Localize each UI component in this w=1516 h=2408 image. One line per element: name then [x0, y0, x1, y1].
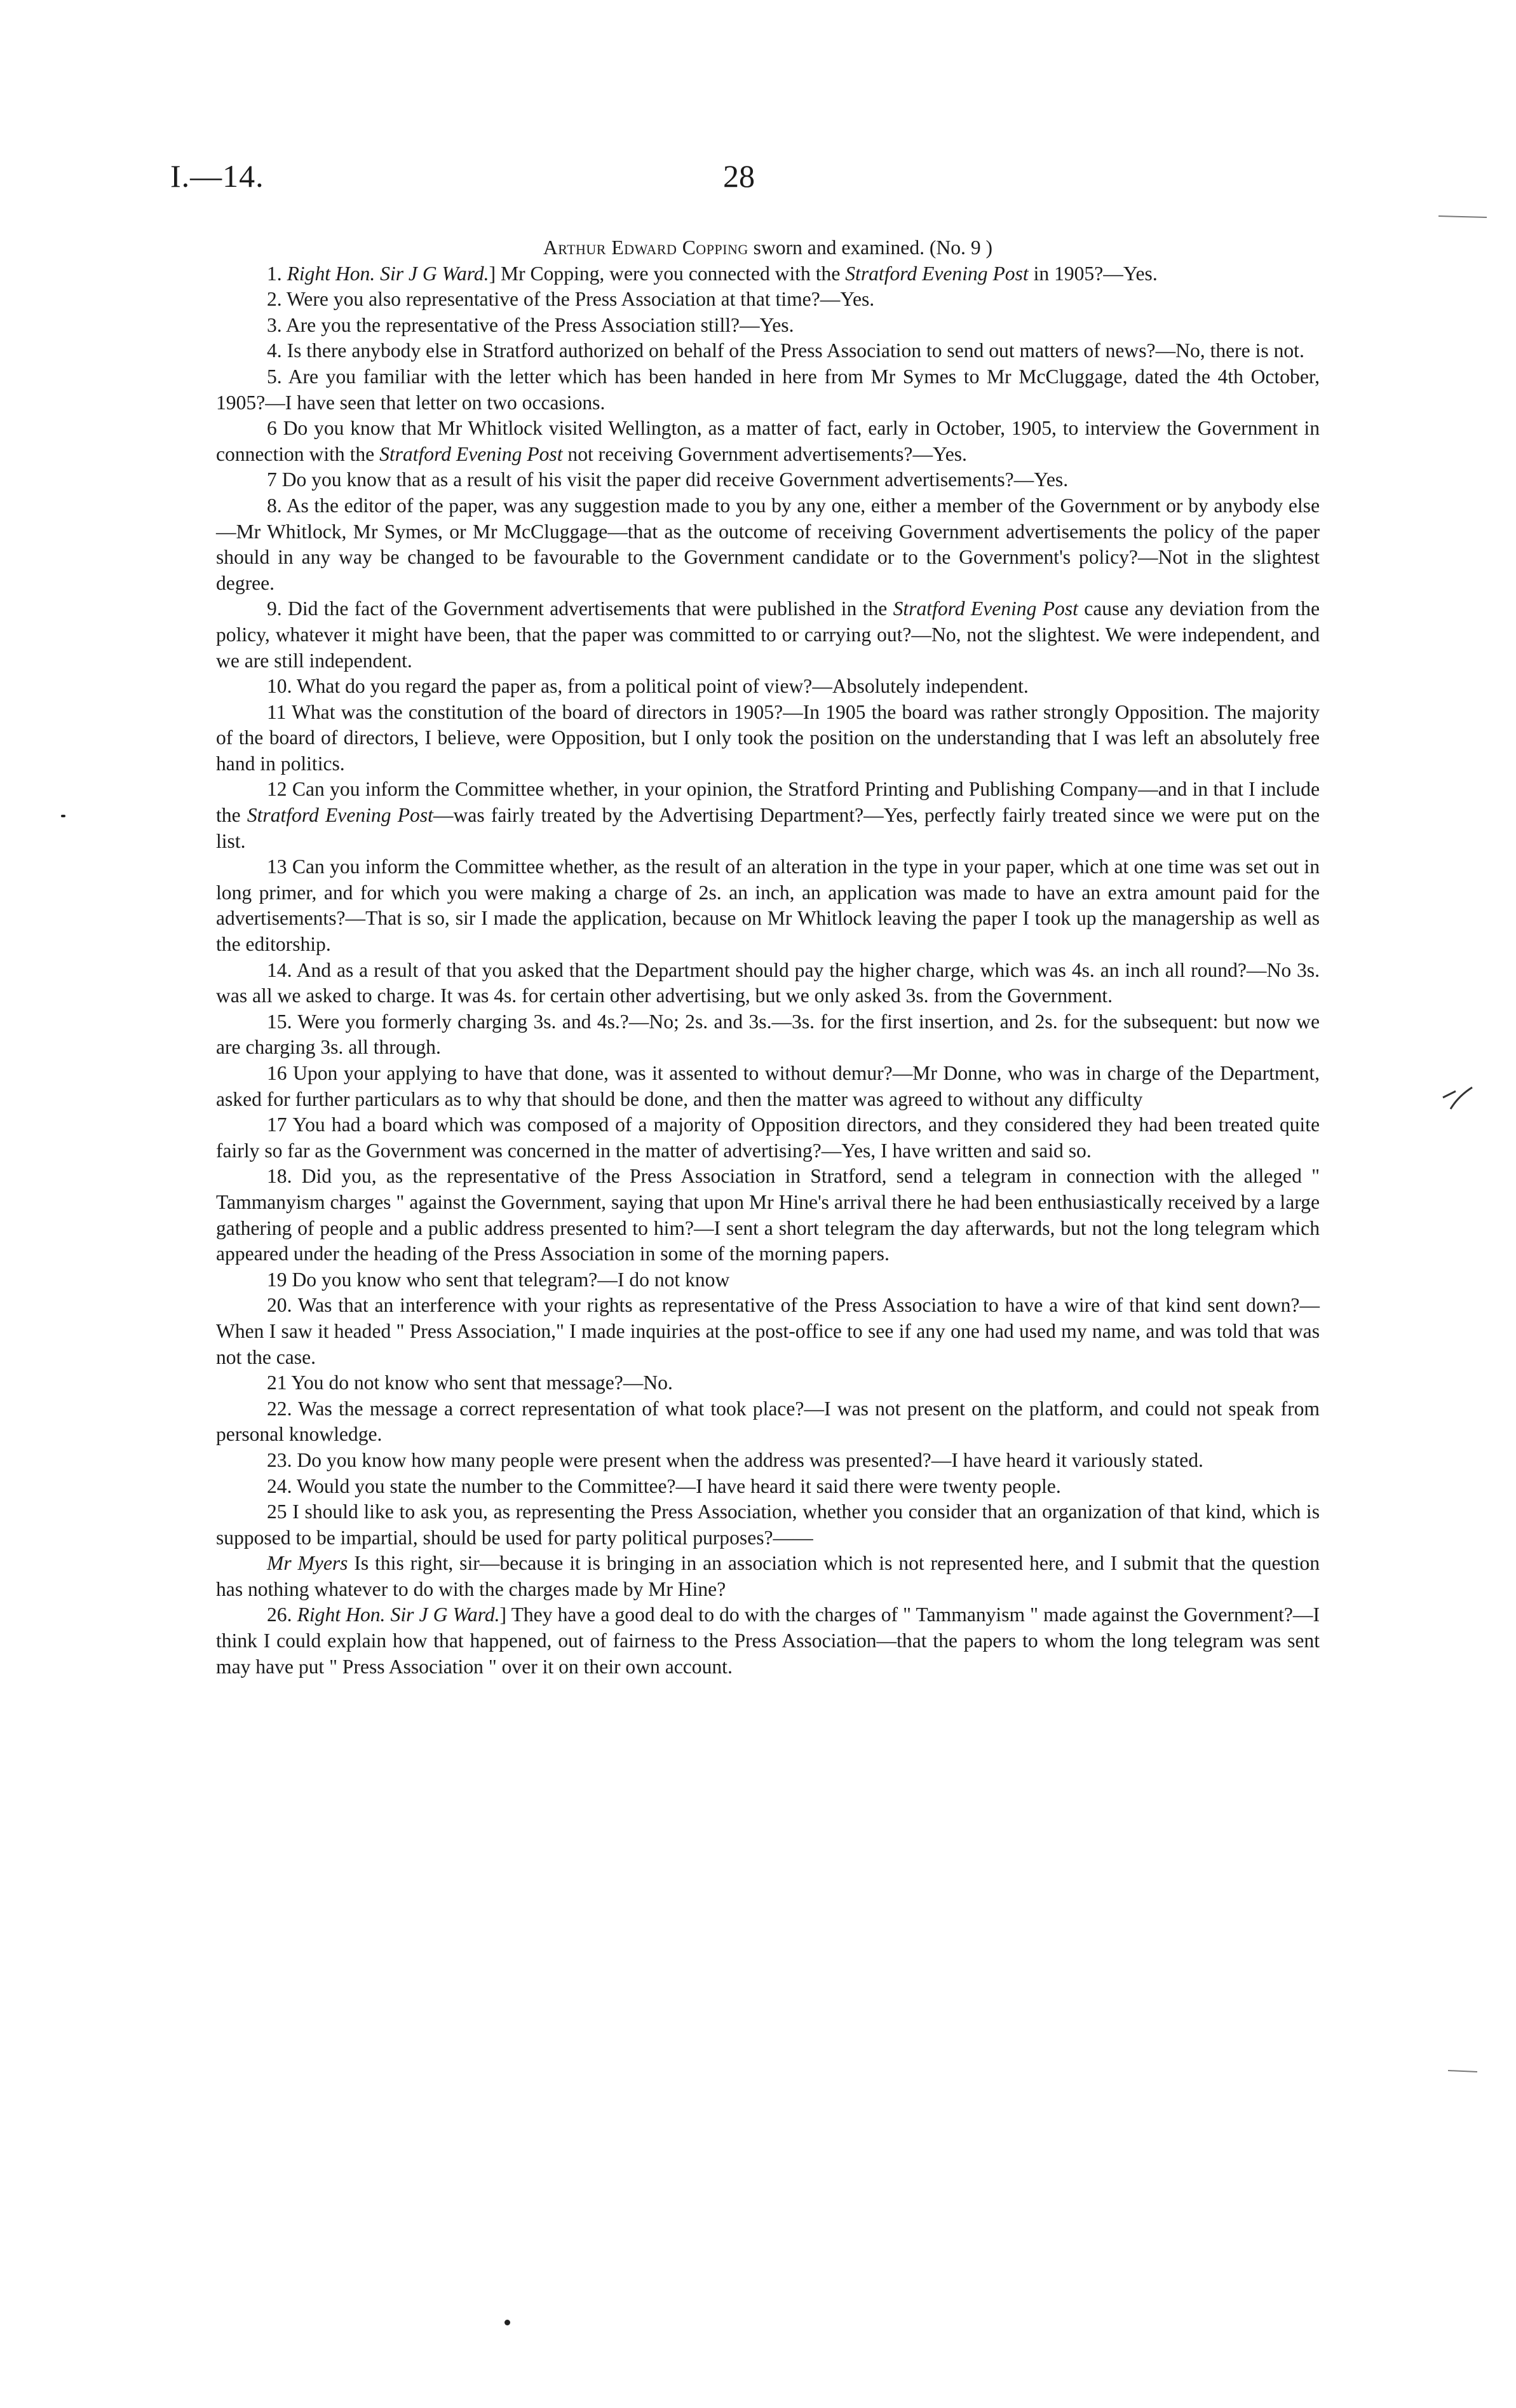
witness-heading: [216, 235, 1320, 261]
question-1: 1. Right Hon. Sir J G Ward.] Mr Copping, were you connected with the Stratford Evening Post in 1905?—Yes.: [267, 262, 1158, 285]
question-23: 23. Do you know how many people were present when the address was presented?—I have heard it variously stated.: [267, 1448, 1203, 1471]
question-25: 25 I should like to ask you, as representing the Press Association, whether you consider that an organization of that kind, which is supposed to be impartial, should be used for party political purposes?——: [216, 1500, 1320, 1549]
question-8: 8. As the editor of the paper, was any suggestion made to you by any one, either a member of the Government or by anybody else—Mr Whitlock, Mr Symes, or Mr McCluggage—that as the outcome of receiving Government advertisements the policy of the paper should in any way be changed to be favourable to the Government candidate or to the Government's policy?—Not in the slightest degree.: [216, 494, 1320, 594]
bottom-dot-mark: [504, 2320, 510, 2325]
question-9: 9. Did the fact of the Government advertisements that were published in the Stratford Evening Post cause any deviation from the policy, whatever it might have been, that the paper was committed to or carrying out?—No, not the slightest. We were independent, and we are still independent.: [216, 597, 1320, 672]
question-4: 4. Is there anybody else in Stratford authorized on behalf of the Press Association to send out matters of news?—No, there is not.: [267, 339, 1304, 362]
question-26: 26. Right Hon. Sir J G Ward.] They have a good deal to do with the charges of " Tammanyism " made against the Government?—I think I could explain how that happened, out of fairness to the Press Association—that the papers to whom the long telegram was sent may have put " Press Association " over it on their own account.: [216, 1603, 1320, 1678]
question-17: 17 You had a board which was composed of a majority of Opposition directors, and they considered they had been treated quite fairly so far as the Government was concerned in the matter of advertising?—Yes, I have written and said so.: [216, 1113, 1320, 1162]
question-3: 3. Are you the representative of the Press Association still?—Yes.: [267, 313, 794, 336]
question-15: 15. Were you formerly charging 3s. and 4s.?—No; 2s. and 3s.—3s. for the first insertion, and 2s. for the subsequent: but now we are charging 3s. all through.: [216, 1010, 1320, 1059]
question-5: 5. Are you familiar with the letter which has been handed in here from Mr Symes to Mr McCluggage, dated the 4th October, 1905?—I have seen that letter on two occasions.: [216, 365, 1320, 414]
question-20: 20. Was that an interference with your rights as representative of the Press Association to have a wire of that kind sent down?—When I saw it headed " Press Association," I made inquiries at the post-office to see if any one had used my name, and was told that was not the case.: [216, 1294, 1320, 1368]
question-24: 24. Would you state the number to the Committee?—I have heard it said there were twenty people.: [267, 1474, 1061, 1497]
question-14: 14. And as a result of that you asked that the Department should pay the higher charge, which was 4s. an inch all round?—No 3s. was all we asked to charge. It was 4s. for certain other advertising, but we only asked 3s. from the Government.: [216, 958, 1320, 1007]
margin-tick-mark: [1439, 1084, 1477, 1115]
evidence-body: [216, 235, 1320, 1680]
margin-scan-mark: [1436, 210, 1493, 222]
witness-name: Arthur Edward Copping: [543, 236, 748, 259]
question-6: 6 Do you know that Mr Whitlock visited Wellington, as a matter of fact, early in October, 1905, to interview the Government in connection with the Stratford Evening Post not receiving Government advertisements?—Yes.: [216, 417, 1320, 465]
witness-heading-rest: sworn and examined. (No. 9 ): [748, 236, 993, 259]
question-21: 21 You do not know who sent that message?—No.: [267, 1371, 673, 1394]
question-19: 19 Do you know who sent that telegram?—I do not know: [267, 1268, 730, 1291]
question-11: 11 What was the constitution of the board of directors in 1905?—In 1905 the board was rather strongly Opposition. The majority of the board of directors, I believe, were Opposition, but I only took the position on the understanding that I was left an absolutely free hand in politics.: [216, 700, 1320, 775]
margin-dot-mark: [61, 815, 65, 817]
page-number: 28: [723, 158, 755, 194]
question-16: 16 Upon your applying to have that done, was it assented to without demur?—Mr Donne, who was in charge of the Department, asked for further particulars as to why that should be done, and then the matter was agreed to without any difficulty: [216, 1062, 1320, 1110]
page-header: [170, 158, 1314, 208]
objection-myers: Mr Myers Is this right, sir—because it is bringing in an association which is not represented here, and I submit that the question has nothing whatever to do with the charges made by Mr Hine?: [216, 1552, 1320, 1600]
margin-scan-mark-lower: [1445, 2065, 1490, 2078]
question-7: 7 Do you know that as a result of his visit the paper did receive Government advertisements?—Yes.: [267, 468, 1069, 491]
question-12: 12 Can you inform the Committee whether, in your opinion, the Stratford Printing and Publishing Company—and in that I include the Stratford Evening Post—was fairly treated by the Advertising Department?—Yes, perfectly fairly treated since we were put on the list.: [216, 778, 1320, 852]
question-13: 13 Can you inform the Committee whether, as the result of an alteration in the type in your paper, which at one time was set out in long primer, and for which you were making a charge of 2s. an inch, an application was made to have an extra amount paid for the advertisements?—That is so, sir I made the application, because on Mr Whitlock leaving the paper I took up the managership as well as the editorship.: [216, 855, 1320, 956]
question-22: 22. Was the message a correct representation of what took place?—I was not present on the platform, and could not speak from personal knowledge.: [216, 1397, 1320, 1446]
question-18: 18. Did you, as the representative of the Press Association in Stratford, send a telegram in connection with the alleged " Tammanyism charges " against the Government, saying that upon Mr Hine's arrival there he had been enthusiastically received by a large gathering of people and a public address presented to him?—I sent a short telegram the day afterwards, but not the long telegram which appeared under the heading of the Press Association in some of the morning papers.: [216, 1165, 1320, 1265]
question-2: 2. Were you also representative of the Press Association at that time?—Yes.: [267, 288, 875, 311]
document-reference: I.—14.: [170, 158, 264, 194]
question-10: 10. What do you regard the paper as, from a political point of view?—Absolutely independent.: [267, 675, 1029, 698]
